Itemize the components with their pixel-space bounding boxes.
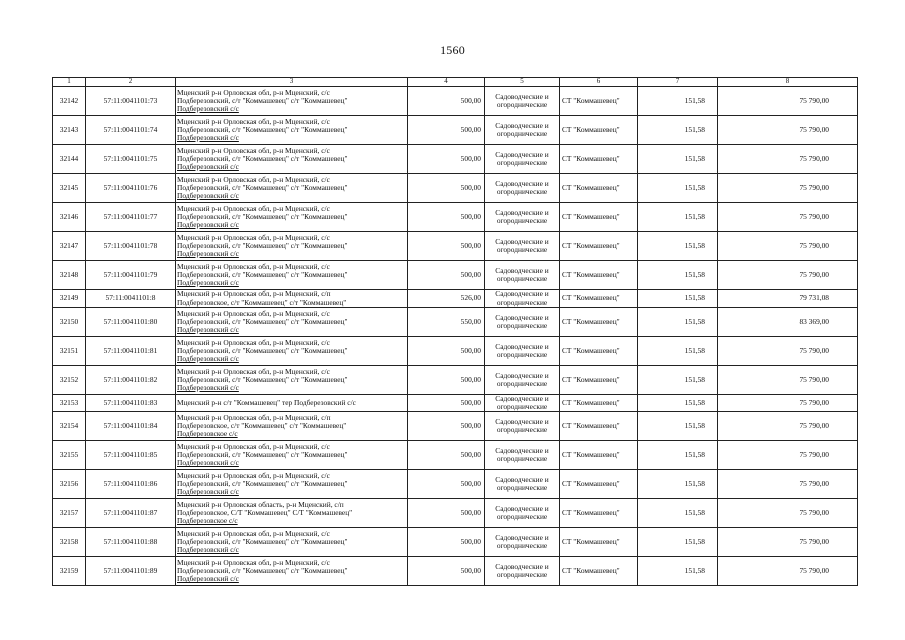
owner-cell: СТ "Коммашевец" bbox=[560, 145, 638, 174]
row-number-cell: 32155 bbox=[53, 441, 86, 470]
address-line: Подберезовский с/с bbox=[177, 325, 239, 335]
address-line: Мценский р-н Орловская обл, р-н Мценский, с/с bbox=[177, 442, 330, 452]
land-category-cell: Садоводческие и огороднические bbox=[485, 290, 560, 308]
address-line: Подберезовский, с/т "Коммашевец" с/т "Коммашевец" bbox=[177, 124, 348, 134]
cadastral-number-cell: 57:11:0041101:73 bbox=[86, 87, 176, 116]
cadastral-value-cell: 75 790,00 bbox=[718, 337, 858, 366]
cadastral-value-cell: 75 790,00 bbox=[718, 203, 858, 232]
cadastral-number-cell: 57:11:0041101:87 bbox=[86, 499, 176, 528]
address-line: Подберезовское, с/т "Коммашевец" с/т "Коммашевец" bbox=[177, 421, 347, 431]
land-category-cell: Садоводческие и огороднические bbox=[485, 470, 560, 499]
cadastral-value-cell: 75 790,00 bbox=[718, 412, 858, 441]
land-category-cell: Садоводческие и огороднические bbox=[485, 232, 560, 261]
cadastral-value-cell: 79 731,08 bbox=[718, 290, 858, 308]
row-number-cell: 32146 bbox=[53, 203, 86, 232]
address-cell bbox=[176, 337, 408, 366]
table-row bbox=[53, 145, 858, 174]
owner-cell: СТ "Коммашевец" bbox=[560, 261, 638, 290]
land-category-cell: Садоводческие и огороднические bbox=[485, 308, 560, 337]
address-line: Подберезовский с/с bbox=[177, 191, 239, 201]
table-row bbox=[53, 87, 858, 116]
cadastral-number-cell: 57:11:0041101:88 bbox=[86, 528, 176, 557]
header-row bbox=[53, 78, 858, 87]
table-row bbox=[53, 203, 858, 232]
land-registry-table bbox=[52, 77, 858, 586]
land-category-cell: Садоводческие и огороднические bbox=[485, 395, 560, 412]
cadastral-rate-cell: 151,58 bbox=[638, 261, 718, 290]
cadastral-value-cell: 75 790,00 bbox=[718, 441, 858, 470]
address-line: Подберезовский, с/т "Коммашевец" с/т "Коммашевец" bbox=[177, 240, 348, 250]
address-cell bbox=[176, 557, 408, 586]
area-cell: 500,00 bbox=[408, 116, 485, 145]
column-header: 3 bbox=[176, 78, 408, 87]
cadastral-rate-cell: 151,58 bbox=[638, 290, 718, 308]
area-cell: 550,00 bbox=[408, 308, 485, 337]
address-line: Мценский р-н Орловская обл, р-н Мценский, с/с bbox=[177, 261, 330, 271]
land-category-cell: Садоводческие и огороднические bbox=[485, 528, 560, 557]
owner-cell: СТ "Коммашевец" bbox=[560, 203, 638, 232]
land-category-cell: Садоводческие и огороднические bbox=[485, 557, 560, 586]
owner-cell: СТ "Коммашевец" bbox=[560, 557, 638, 586]
cadastral-number-cell: 57:11:0041101:83 bbox=[86, 395, 176, 412]
cadastral-value-cell: 75 790,00 bbox=[718, 395, 858, 412]
address-line: Подберезовский с/с bbox=[177, 383, 239, 393]
address-line: Подберезовский с/с bbox=[177, 133, 239, 143]
address-line: Мценский р-н Орловская обл, р-н Мценский, с/с bbox=[177, 471, 330, 481]
address-line: Подберезовский, с/т "Коммашевец" с/т "Коммашевец" bbox=[177, 95, 348, 105]
owner-cell: СТ "Коммашевец" bbox=[560, 412, 638, 441]
area-cell: 500,00 bbox=[408, 412, 485, 441]
address-cell bbox=[176, 308, 408, 337]
address-cell bbox=[176, 116, 408, 145]
cadastral-number-cell: 57:11:0041101:8 bbox=[86, 290, 176, 308]
area-cell: 500,00 bbox=[408, 470, 485, 499]
table-row bbox=[53, 261, 858, 290]
address-line: Подберезовское, с/т "Коммашевец" с/т "Коммашевец" bbox=[177, 297, 347, 307]
cadastral-number-cell: 57:11:0041101:80 bbox=[86, 308, 176, 337]
address-cell bbox=[176, 290, 408, 308]
land-category-cell: Садоводческие и огороднические bbox=[485, 366, 560, 395]
table-row bbox=[53, 232, 858, 261]
table-row bbox=[53, 308, 858, 337]
column-header: 8 bbox=[718, 78, 858, 87]
column-header: 6 bbox=[560, 78, 638, 87]
cadastral-rate-cell: 151,58 bbox=[638, 528, 718, 557]
address-line: Мценский р-н Орловская обл, р-н Мценский, с/с bbox=[177, 366, 330, 376]
cadastral-rate-cell: 151,58 bbox=[638, 87, 718, 116]
table-row bbox=[53, 557, 858, 586]
cadastral-number-cell: 57:11:0041101:89 bbox=[86, 557, 176, 586]
column-header: 5 bbox=[485, 78, 560, 87]
address-line: Подберезовский, с/т "Коммашевец" с/т "Коммашевец" bbox=[177, 153, 348, 163]
owner-cell: СТ "Коммашевец" bbox=[560, 308, 638, 337]
address-line: Мценский р-н Орловская обл, р-н Мценский, с/с bbox=[177, 174, 330, 184]
land-category-cell: Садоводческие и огороднические bbox=[485, 145, 560, 174]
area-cell: 500,00 bbox=[408, 499, 485, 528]
row-number-cell: 32156 bbox=[53, 470, 86, 499]
cadastral-number-cell: 57:11:0041101:84 bbox=[86, 412, 176, 441]
address-cell bbox=[176, 232, 408, 261]
area-cell: 500,00 bbox=[408, 441, 485, 470]
cadastral-number-cell: 57:11:0041101:76 bbox=[86, 174, 176, 203]
row-number-cell: 32158 bbox=[53, 528, 86, 557]
address-line: Мценский р-н Орловская обл, р-н Мценский, с/с bbox=[177, 203, 330, 213]
owner-cell: СТ "Коммашевец" bbox=[560, 441, 638, 470]
address-line: Мценский р-н Орловская обл, р-н Мценский, с/с bbox=[177, 232, 330, 242]
cadastral-value-cell: 75 790,00 bbox=[718, 232, 858, 261]
address-cell bbox=[176, 528, 408, 557]
address-line: Подберезовский с/с bbox=[177, 249, 239, 259]
cadastral-rate-cell: 151,58 bbox=[638, 203, 718, 232]
row-number-cell: 32143 bbox=[53, 116, 86, 145]
owner-cell: СТ "Коммашевец" bbox=[560, 470, 638, 499]
address-line: Подберезовский, с/т "Коммашевец" с/т "Коммашевец" bbox=[177, 211, 348, 221]
column-header: 4 bbox=[408, 78, 485, 87]
owner-cell: СТ "Коммашевец" bbox=[560, 395, 638, 412]
address-cell bbox=[176, 366, 408, 395]
land-category-cell: Садоводческие и огороднические bbox=[485, 116, 560, 145]
column-header: 1 bbox=[53, 78, 86, 87]
cadastral-number-cell: 57:11:0041101:74 bbox=[86, 116, 176, 145]
address-line: Подберезовский с/с bbox=[177, 458, 239, 468]
cadastral-number-cell: 57:11:0041101:82 bbox=[86, 366, 176, 395]
cadastral-value-cell: 75 790,00 bbox=[718, 145, 858, 174]
cadastral-rate-cell: 151,58 bbox=[638, 174, 718, 203]
owner-cell: СТ "Коммашевец" bbox=[560, 499, 638, 528]
column-header: 2 bbox=[86, 78, 176, 87]
owner-cell: СТ "Коммашевец" bbox=[560, 290, 638, 308]
cadastral-value-cell: 83 369,00 bbox=[718, 308, 858, 337]
area-cell: 500,00 bbox=[408, 203, 485, 232]
address-line: Подберезовский, с/т "Коммашевец" с/т "Коммашевец" bbox=[177, 269, 348, 279]
address-line: Подберезовский с/с bbox=[177, 574, 239, 584]
address-cell bbox=[176, 203, 408, 232]
table-row bbox=[53, 499, 858, 528]
cadastral-value-cell: 75 790,00 bbox=[718, 470, 858, 499]
table-row bbox=[53, 290, 858, 308]
land-category-cell: Садоводческие и огороднические bbox=[485, 261, 560, 290]
row-number-cell: 32147 bbox=[53, 232, 86, 261]
land-category-cell: Садоводческие и огороднические bbox=[485, 412, 560, 441]
cadastral-rate-cell: 151,58 bbox=[638, 366, 718, 395]
row-number-cell: 32151 bbox=[53, 337, 86, 366]
address-cell bbox=[176, 87, 408, 116]
cadastral-number-cell: 57:11:0041101:79 bbox=[86, 261, 176, 290]
table-row bbox=[53, 528, 858, 557]
address-cell bbox=[176, 470, 408, 499]
land-category-cell: Садоводческие и огороднические bbox=[485, 87, 560, 116]
address-line: Мценский р-н с/т "Коммашевец" тер Подберезовский с/с bbox=[177, 398, 356, 408]
address-cell bbox=[176, 145, 408, 174]
address-line: Подберезовский с/с bbox=[177, 545, 239, 555]
owner-cell: СТ "Коммашевец" bbox=[560, 366, 638, 395]
area-cell: 500,00 bbox=[408, 528, 485, 557]
row-number-cell: 32142 bbox=[53, 87, 86, 116]
land-category-cell: Садоводческие и огороднические bbox=[485, 337, 560, 366]
address-cell bbox=[176, 261, 408, 290]
address-line: Подберезовский, с/т "Коммашевец" с/т "Коммашевец" bbox=[177, 450, 348, 460]
cadastral-rate-cell: 151,58 bbox=[638, 412, 718, 441]
area-cell: 526,00 bbox=[408, 290, 485, 308]
cadastral-number-cell: 57:11:0041101:77 bbox=[86, 203, 176, 232]
row-number-cell: 32150 bbox=[53, 308, 86, 337]
cadastral-value-cell: 75 790,00 bbox=[718, 366, 858, 395]
address-cell bbox=[176, 395, 408, 412]
address-cell bbox=[176, 441, 408, 470]
address-line: Подберезовский, с/т "Коммашевец" с/т "Коммашевец" bbox=[177, 374, 348, 384]
land-category-cell: Садоводческие и огороднические bbox=[485, 174, 560, 203]
table-row bbox=[53, 116, 858, 145]
address-line: Мценский р-н Орловская обл, р-н Мценский, с/с bbox=[177, 145, 330, 155]
cadastral-value-cell: 75 790,00 bbox=[718, 557, 858, 586]
land-category-cell: Садоводческие и огороднические bbox=[485, 499, 560, 528]
address-cell bbox=[176, 412, 408, 441]
address-line: Подберезовский с/с bbox=[177, 162, 239, 172]
cadastral-value-cell: 75 790,00 bbox=[718, 528, 858, 557]
owner-cell: СТ "Коммашевец" bbox=[560, 232, 638, 261]
row-number-cell: 32144 bbox=[53, 145, 86, 174]
address-line: Подберезовский с/с bbox=[177, 487, 239, 497]
area-cell: 500,00 bbox=[408, 87, 485, 116]
owner-cell: СТ "Коммашевец" bbox=[560, 528, 638, 557]
table-row bbox=[53, 366, 858, 395]
area-cell: 500,00 bbox=[408, 337, 485, 366]
page-number: 1560 bbox=[440, 43, 465, 57]
row-number-cell: 32159 bbox=[53, 557, 86, 586]
area-cell: 500,00 bbox=[408, 145, 485, 174]
cadastral-value-cell: 75 790,00 bbox=[718, 499, 858, 528]
address-line: Мценский р-н Орловская обл, р-н Мценский, с/с bbox=[177, 308, 330, 318]
area-cell: 500,00 bbox=[408, 395, 485, 412]
table-row bbox=[53, 174, 858, 203]
cadastral-number-cell: 57:11:0041101:86 bbox=[86, 470, 176, 499]
cadastral-rate-cell: 151,58 bbox=[638, 441, 718, 470]
area-cell: 500,00 bbox=[408, 557, 485, 586]
address-line: Подберезовское с/с bbox=[177, 516, 238, 526]
column-header: 7 bbox=[638, 78, 718, 87]
land-category-cell: Садоводческие и огороднические bbox=[485, 441, 560, 470]
cadastral-rate-cell: 151,58 bbox=[638, 395, 718, 412]
address-cell bbox=[176, 174, 408, 203]
cadastral-value-cell: 75 790,00 bbox=[718, 174, 858, 203]
cadastral-rate-cell: 151,58 bbox=[638, 557, 718, 586]
cadastral-rate-cell: 151,58 bbox=[638, 470, 718, 499]
cadastral-value-cell: 75 790,00 bbox=[718, 116, 858, 145]
row-number-cell: 32149 bbox=[53, 290, 86, 308]
address-line: Подберезовский с/с bbox=[177, 354, 239, 364]
area-cell: 500,00 bbox=[408, 232, 485, 261]
table-row bbox=[53, 395, 858, 412]
owner-cell: СТ "Коммашевец" bbox=[560, 116, 638, 145]
table-row bbox=[53, 470, 858, 499]
cadastral-rate-cell: 151,58 bbox=[638, 308, 718, 337]
address-line: Подберезовский, с/т "Коммашевец" с/т "Коммашевец" bbox=[177, 316, 348, 326]
cadastral-rate-cell: 151,58 bbox=[638, 145, 718, 174]
cadastral-value-cell: 75 790,00 bbox=[718, 261, 858, 290]
area-cell: 500,00 bbox=[408, 366, 485, 395]
cadastral-rate-cell: 151,58 bbox=[638, 337, 718, 366]
address-line: Мценский р-н Орловская обл, р-н Мценский, с/п bbox=[177, 289, 331, 299]
owner-cell: СТ "Коммашевец" bbox=[560, 337, 638, 366]
address-line: Мценский р-н Орловская обл, р-н Мценский, с/с bbox=[177, 337, 330, 347]
table-row bbox=[53, 412, 858, 441]
address-line: Мценский р-н Орловская обл, р-н Мценский, с/с bbox=[177, 529, 330, 539]
cadastral-rate-cell: 151,58 bbox=[638, 499, 718, 528]
cadastral-value-cell: 75 790,00 bbox=[718, 87, 858, 116]
address-cell bbox=[176, 499, 408, 528]
land-category-cell: Садоводческие и огороднические bbox=[485, 203, 560, 232]
owner-cell: СТ "Коммашевец" bbox=[560, 87, 638, 116]
table-body bbox=[53, 87, 858, 586]
row-number-cell: 32154 bbox=[53, 412, 86, 441]
table-row bbox=[53, 337, 858, 366]
address-line: Подберезовский, с/т "Коммашевец" с/т "Коммашевец" bbox=[177, 566, 348, 576]
address-line: Подберезовский с/с bbox=[177, 278, 239, 288]
address-line: Мценский р-н Орловская обл, р-н Мценский, с/п bbox=[177, 413, 331, 423]
address-line: Подберезовский, с/т "Коммашевец" с/т "Коммашевец" bbox=[177, 537, 348, 547]
row-number-cell: 32145 bbox=[53, 174, 86, 203]
cadastral-number-cell: 57:11:0041101:75 bbox=[86, 145, 176, 174]
row-number-cell: 32148 bbox=[53, 261, 86, 290]
address-line: Подберезовское с/с bbox=[177, 429, 238, 439]
address-line: Подберезовский с/с bbox=[177, 104, 239, 114]
address-line: Подберезовское, С/Т "Коммашевец" С/Т "Коммашевец" bbox=[177, 508, 353, 518]
row-number-cell: 32153 bbox=[53, 395, 86, 412]
cadastral-rate-cell: 151,58 bbox=[638, 232, 718, 261]
address-line: Подберезовский, с/т "Коммашевец" с/т "Коммашевец" bbox=[177, 345, 348, 355]
area-cell: 500,00 bbox=[408, 261, 485, 290]
row-number-cell: 32157 bbox=[53, 499, 86, 528]
address-line: Подберезовский с/с bbox=[177, 220, 239, 230]
address-line: Мценский р-н Орловская обл, р-н Мценский, с/с bbox=[177, 558, 330, 568]
address-line: Мценский р-н Орловская обл, р-н Мценский, с/с bbox=[177, 87, 330, 97]
area-cell: 500,00 bbox=[408, 174, 485, 203]
address-line: Мценский р-н Орловская обл, р-н Мценский, с/с bbox=[177, 116, 330, 126]
address-line: Подберезовский, с/т "Коммашевец" с/т "Коммашевец" bbox=[177, 479, 348, 489]
cadastral-number-cell: 57:11:0041101:81 bbox=[86, 337, 176, 366]
address-line: Мценский р-н Орловская область, р-н Мценский, с/п bbox=[177, 500, 344, 510]
table-row bbox=[53, 441, 858, 470]
cadastral-rate-cell: 151,58 bbox=[638, 116, 718, 145]
address-line: Подберезовский, с/т "Коммашевец" с/т "Коммашевец" bbox=[177, 182, 348, 192]
owner-cell: СТ "Коммашевец" bbox=[560, 174, 638, 203]
cadastral-number-cell: 57:11:0041101:78 bbox=[86, 232, 176, 261]
row-number-cell: 32152 bbox=[53, 366, 86, 395]
cadastral-number-cell: 57:11:0041101:85 bbox=[86, 441, 176, 470]
